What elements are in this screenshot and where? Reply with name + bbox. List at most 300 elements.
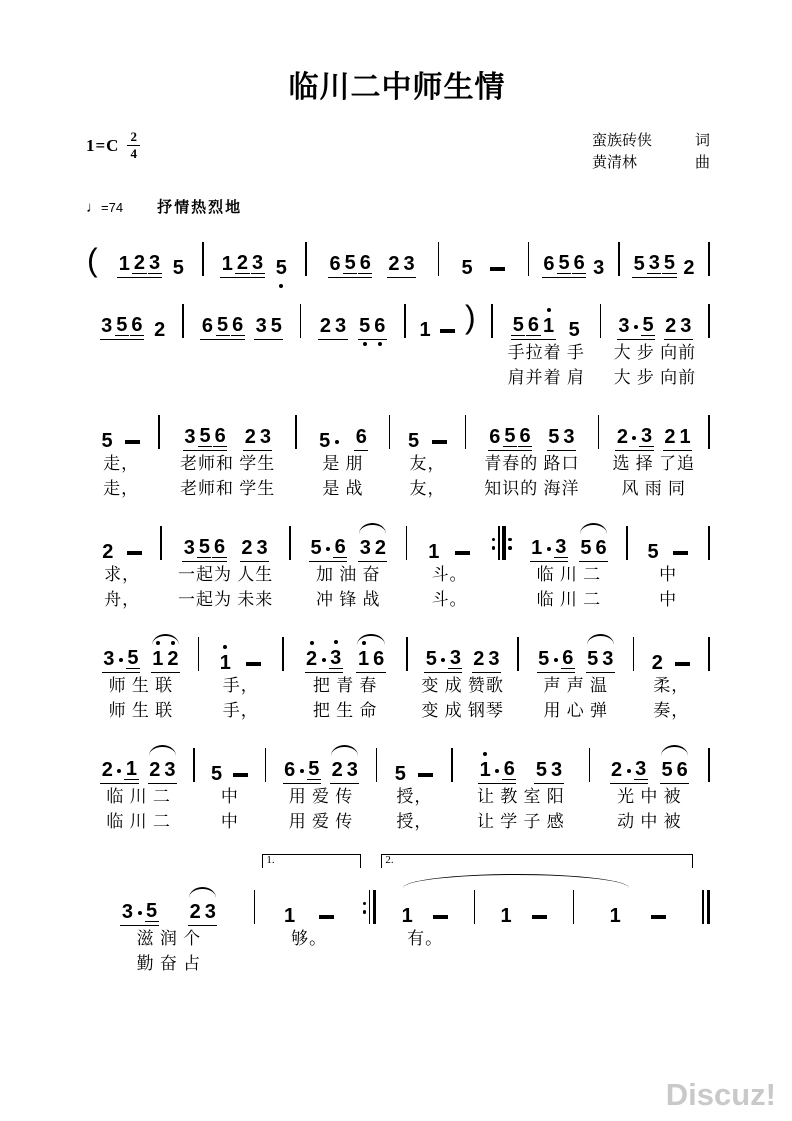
note-group bbox=[117, 253, 161, 278]
lyric-line-2: 用 爱 传 bbox=[288, 811, 354, 831]
thin-barline bbox=[702, 890, 704, 924]
lyric-line-1: 手， bbox=[222, 675, 259, 695]
measure bbox=[184, 294, 300, 390]
note: 5 bbox=[101, 429, 113, 452]
note: 6 bbox=[676, 758, 688, 781]
discuz-watermark: Discuz! bbox=[665, 1077, 776, 1112]
note: 6 bbox=[562, 646, 574, 669]
note: 3 bbox=[648, 251, 660, 274]
note: 2 bbox=[683, 256, 695, 279]
note: 5 bbox=[548, 425, 560, 448]
lyric-line-2: 奏， bbox=[653, 700, 690, 720]
lyric-line-2: 知识的 海洋 bbox=[484, 478, 580, 498]
note-group bbox=[460, 258, 474, 278]
dot-separator bbox=[326, 547, 330, 551]
note: 6 bbox=[373, 647, 385, 670]
note-group bbox=[427, 542, 441, 562]
time-signature-numerator: 2 bbox=[127, 130, 140, 146]
note: 1 bbox=[419, 318, 431, 341]
note: 5 bbox=[172, 256, 184, 279]
lyric-line-1: 选 择 了追 bbox=[612, 453, 695, 473]
note-group bbox=[102, 648, 140, 673]
dash-note bbox=[432, 440, 447, 444]
lyric-line-2: 授， bbox=[396, 811, 433, 831]
note: 6 bbox=[131, 313, 143, 336]
note-group bbox=[243, 427, 272, 451]
note-group bbox=[123, 440, 142, 451]
notes-row bbox=[531, 232, 616, 278]
barline-single bbox=[708, 627, 710, 674]
measure bbox=[160, 405, 296, 501]
lyric-line-2: 斗。 bbox=[431, 589, 468, 609]
note-group-slur bbox=[330, 760, 359, 784]
note-group bbox=[418, 320, 432, 340]
barline-final bbox=[702, 880, 710, 927]
note-group-slur bbox=[586, 649, 615, 673]
barline-single bbox=[708, 405, 710, 452]
notes-row bbox=[408, 294, 490, 340]
note: 6 bbox=[213, 535, 226, 558]
lyricist-name: 蛮族砖侠 bbox=[592, 132, 653, 149]
lyric-line-1: 是 朋 bbox=[322, 453, 364, 473]
lyric-line-1: 老师和 学生 bbox=[180, 453, 276, 473]
notes-row bbox=[521, 627, 631, 673]
note: 3 bbox=[602, 647, 614, 670]
note: 2 bbox=[306, 647, 318, 670]
notes-row bbox=[86, 627, 196, 673]
measure bbox=[297, 405, 389, 501]
note-group bbox=[547, 427, 576, 451]
dot-separator bbox=[138, 911, 142, 915]
notes-row bbox=[410, 627, 515, 673]
composer-name: 黄清林 bbox=[592, 153, 638, 171]
note-group bbox=[274, 258, 288, 278]
thin-barline bbox=[708, 637, 710, 671]
note: 5 bbox=[558, 251, 570, 274]
dash-note bbox=[490, 267, 505, 271]
note-group bbox=[567, 320, 581, 340]
note: 1 bbox=[357, 647, 370, 670]
notes-row bbox=[268, 738, 373, 784]
lyric-line-2: 风 雨 同 bbox=[621, 478, 686, 498]
repeat-dots bbox=[363, 902, 367, 914]
note: 2 bbox=[665, 314, 677, 337]
lyric-line-2 bbox=[303, 365, 402, 390]
note: 2 bbox=[611, 758, 623, 781]
note: 5 bbox=[210, 762, 223, 785]
note: 3 bbox=[149, 251, 161, 274]
note: 6 bbox=[595, 536, 607, 559]
note-group-slur bbox=[151, 649, 180, 673]
time-signature-denominator: 4 bbox=[130, 146, 137, 162]
lyric-line-2: 让 学 子 感 bbox=[477, 811, 565, 831]
measure bbox=[84, 516, 160, 612]
note: 3 bbox=[555, 535, 567, 558]
lyric-line-1: 临 川 二 bbox=[106, 786, 171, 806]
note: 2 bbox=[331, 758, 343, 781]
lyric-line-1: 友， bbox=[409, 453, 446, 473]
note-group bbox=[153, 320, 167, 340]
note-group bbox=[183, 426, 227, 451]
notes-row bbox=[201, 627, 280, 673]
note: 1 bbox=[531, 536, 543, 559]
note-group bbox=[318, 316, 347, 340]
lyric-line-1 bbox=[186, 340, 298, 365]
note-group-slur bbox=[188, 902, 217, 926]
note: 2 bbox=[241, 536, 253, 559]
music-system-6 bbox=[84, 738, 710, 834]
note: 5 bbox=[535, 758, 548, 781]
note: 1 bbox=[479, 758, 491, 781]
note: 2 bbox=[167, 647, 179, 670]
dot-separator bbox=[300, 769, 304, 773]
note-group bbox=[100, 759, 138, 784]
barline-single bbox=[708, 232, 710, 279]
notes-row bbox=[379, 738, 449, 784]
note-group bbox=[673, 662, 692, 673]
lyric-line-1: 光 中 被 bbox=[617, 786, 682, 806]
lyric-line-2: 动 中 被 bbox=[617, 811, 682, 831]
music-system-4 bbox=[84, 516, 710, 612]
measure bbox=[407, 516, 492, 612]
note: 3 bbox=[563, 425, 575, 448]
volta-bracket-1 bbox=[262, 854, 361, 868]
lyricist-role: 词 bbox=[694, 132, 710, 149]
lyric-line-2: 友， bbox=[409, 478, 446, 498]
thin-barline bbox=[708, 748, 710, 782]
note-group bbox=[309, 537, 347, 562]
note: 6 bbox=[355, 425, 367, 448]
note: 5 bbox=[512, 313, 524, 336]
note-group-slur bbox=[579, 538, 608, 562]
measure bbox=[519, 627, 633, 723]
note: 3 bbox=[635, 757, 647, 780]
volta-label: 1. bbox=[266, 853, 275, 866]
note: 5 bbox=[568, 318, 580, 341]
barline-single bbox=[708, 738, 710, 785]
note: 5 bbox=[504, 424, 516, 447]
lyric-line-1: 中 bbox=[220, 786, 239, 806]
lyric-line-2: 冲 锋 战 bbox=[315, 589, 381, 609]
note: 5 bbox=[344, 251, 356, 274]
note: 2 bbox=[664, 425, 676, 448]
lyric-line-1: 求， bbox=[104, 564, 141, 584]
notes-row bbox=[601, 405, 706, 451]
note-group bbox=[430, 440, 449, 451]
note-group-slur bbox=[356, 649, 385, 673]
note: 5 bbox=[146, 899, 158, 922]
lyric-line-1: 临 川 二 bbox=[536, 564, 602, 584]
note-group bbox=[530, 915, 549, 926]
note: 5 bbox=[310, 536, 322, 559]
note-group bbox=[317, 915, 336, 926]
note-group bbox=[646, 542, 660, 562]
dot-separator bbox=[441, 658, 445, 662]
dash-note bbox=[127, 551, 142, 555]
note: 2 bbox=[154, 318, 166, 341]
lyric-line-1: 师 生 联 bbox=[108, 675, 174, 695]
lyric-line-2: 师 生 联 bbox=[108, 700, 174, 720]
measure bbox=[162, 516, 289, 612]
lyric-line-2: 勤 奋 占 bbox=[136, 953, 202, 973]
note: 2 bbox=[101, 758, 113, 781]
dash-note bbox=[651, 915, 666, 919]
dot-separator bbox=[634, 325, 638, 329]
note-group bbox=[650, 653, 664, 673]
meta-row bbox=[84, 130, 710, 174]
measure bbox=[628, 516, 709, 612]
notes-row bbox=[622, 232, 707, 278]
note-group bbox=[663, 427, 692, 451]
measure bbox=[84, 880, 254, 976]
dot-separator bbox=[335, 440, 339, 444]
dash-note bbox=[125, 440, 140, 444]
measure bbox=[529, 232, 618, 278]
note-group bbox=[387, 254, 416, 278]
note: 1 bbox=[679, 425, 691, 448]
note-group bbox=[182, 537, 226, 562]
note: 6 bbox=[232, 313, 244, 336]
note-group bbox=[649, 915, 668, 926]
barline-repeat-end bbox=[363, 880, 377, 927]
volta-label: 2. bbox=[385, 853, 394, 866]
note: 6 bbox=[284, 758, 296, 781]
notes-row bbox=[303, 294, 402, 340]
note-group bbox=[416, 773, 435, 784]
note: 6 bbox=[334, 535, 346, 558]
note: 5 bbox=[394, 762, 406, 785]
note: 3 bbox=[593, 256, 605, 279]
measure bbox=[599, 405, 708, 501]
note-group bbox=[218, 653, 232, 673]
thin-barline bbox=[708, 242, 710, 276]
measure bbox=[84, 294, 182, 390]
measure bbox=[376, 880, 473, 976]
dash-note bbox=[233, 773, 248, 777]
note: 5 bbox=[647, 540, 659, 563]
thin-barline bbox=[708, 415, 710, 449]
note-group bbox=[478, 759, 516, 784]
measure bbox=[266, 738, 375, 834]
measure bbox=[307, 232, 438, 278]
note-group bbox=[472, 649, 501, 673]
note: 3 bbox=[551, 758, 563, 781]
note: 3 bbox=[488, 647, 500, 670]
note-group bbox=[615, 426, 653, 451]
volta-bracket-2 bbox=[381, 854, 693, 868]
open-paren: ( bbox=[87, 241, 98, 278]
note: 6 bbox=[329, 252, 341, 275]
notes-row bbox=[299, 405, 387, 451]
music-system-7 bbox=[84, 854, 710, 976]
note: 6 bbox=[359, 251, 371, 274]
dash-note bbox=[673, 551, 688, 555]
measure bbox=[453, 738, 589, 834]
note: 3 bbox=[680, 314, 692, 337]
thin-barline bbox=[498, 526, 500, 560]
dot-separator bbox=[627, 769, 631, 773]
measure bbox=[406, 294, 492, 390]
notes-row bbox=[197, 738, 263, 784]
lyric-line-1 bbox=[477, 926, 570, 951]
note-group bbox=[100, 431, 114, 451]
composer-credit bbox=[592, 152, 710, 174]
note: 1 bbox=[428, 540, 440, 563]
note: 3 bbox=[259, 425, 271, 448]
lyric-line-2: 临 川 二 bbox=[536, 589, 602, 609]
lyric-line-1 bbox=[576, 926, 700, 951]
close-paren: ) bbox=[465, 298, 476, 335]
notes-row bbox=[468, 405, 595, 451]
notes-row bbox=[86, 738, 191, 784]
barline-single bbox=[708, 516, 710, 563]
notes-row bbox=[309, 232, 436, 278]
lyric-line-2: 中 bbox=[659, 589, 678, 609]
lyric-line-1: 让 教 室 阳 bbox=[477, 786, 565, 806]
note-group bbox=[209, 764, 223, 784]
lyric-line-1 bbox=[408, 340, 490, 365]
notes-row bbox=[162, 405, 294, 451]
note: 3 bbox=[640, 424, 653, 447]
dash-note bbox=[433, 915, 448, 919]
note-group bbox=[406, 431, 420, 451]
note-group bbox=[610, 759, 648, 784]
note: 2 bbox=[244, 425, 256, 448]
note: 1 bbox=[283, 904, 296, 927]
notes-row bbox=[441, 232, 526, 278]
measure bbox=[466, 405, 597, 501]
lyric-line-1: 有。 bbox=[407, 928, 444, 948]
dot-separator bbox=[117, 769, 121, 773]
note: 6 bbox=[519, 424, 531, 447]
note: 5 bbox=[425, 647, 437, 670]
note-group bbox=[393, 764, 407, 784]
lyric-line-2: 用 心 弹 bbox=[543, 700, 608, 720]
notes-row bbox=[630, 516, 707, 562]
note: 3 bbox=[204, 900, 216, 923]
note-group-slur bbox=[660, 760, 689, 784]
note: 1 bbox=[543, 314, 555, 337]
note: 3 bbox=[346, 758, 358, 781]
lyric-line-2 bbox=[257, 951, 361, 976]
dash-note bbox=[532, 915, 547, 919]
lyric-line-2: 走， bbox=[103, 478, 140, 498]
notes-row bbox=[293, 516, 404, 562]
note: 2 bbox=[388, 252, 400, 275]
note-group bbox=[438, 329, 457, 340]
note: 2 bbox=[616, 425, 628, 448]
note-group bbox=[682, 258, 696, 278]
note: 5 bbox=[198, 535, 210, 558]
lyric-line-2: 大 步 向前 bbox=[613, 367, 697, 387]
lyric-line-1: 加 油 奋 bbox=[315, 564, 381, 584]
notes-row bbox=[257, 880, 361, 926]
lyricist-credit bbox=[592, 130, 710, 152]
note-group bbox=[671, 551, 690, 562]
note-group bbox=[101, 542, 115, 562]
measure bbox=[195, 738, 265, 834]
measure bbox=[84, 738, 193, 834]
lyric-line-1 bbox=[86, 340, 180, 365]
note-group bbox=[231, 773, 250, 784]
lyric-line-2: 舟， bbox=[104, 589, 141, 609]
thick-barline bbox=[502, 526, 506, 560]
note: 2 bbox=[149, 758, 161, 781]
credits bbox=[592, 130, 710, 174]
measure bbox=[84, 405, 158, 501]
measure bbox=[390, 405, 464, 501]
note-group bbox=[424, 648, 462, 673]
note: 5 bbox=[661, 758, 673, 781]
measure bbox=[199, 627, 282, 723]
note: 2 bbox=[236, 251, 248, 274]
lyric-line-1: 变 成 赞歌 bbox=[421, 675, 504, 695]
note: 5 bbox=[199, 424, 211, 447]
thin-barline bbox=[708, 526, 710, 560]
note-group bbox=[534, 760, 563, 784]
note-group bbox=[499, 906, 513, 926]
note-group bbox=[488, 426, 532, 451]
notes-row bbox=[455, 738, 587, 784]
note: 6 bbox=[374, 314, 386, 337]
note: 5 bbox=[308, 757, 320, 780]
note: 3 bbox=[164, 758, 176, 781]
note: 3 bbox=[256, 536, 268, 559]
note: 3 bbox=[252, 251, 264, 274]
note: 5 bbox=[127, 646, 139, 669]
note-group bbox=[431, 915, 450, 926]
measure bbox=[255, 880, 363, 976]
notes-row bbox=[409, 516, 490, 562]
note: 5 bbox=[270, 314, 282, 337]
notes-row bbox=[186, 294, 298, 340]
lyric-line-1: 一起为 人生 bbox=[178, 564, 274, 584]
note-group bbox=[530, 537, 568, 562]
note: 5 bbox=[538, 647, 550, 670]
note: 3 bbox=[255, 314, 267, 337]
dot-separator bbox=[554, 658, 558, 662]
note-group bbox=[305, 648, 343, 673]
measure bbox=[84, 627, 198, 723]
music-system-2 bbox=[84, 294, 710, 390]
time-signature bbox=[127, 130, 140, 162]
measure bbox=[601, 294, 708, 390]
lyric-line-2: 把 生 命 bbox=[312, 700, 378, 720]
note: 5 bbox=[580, 536, 592, 559]
measure bbox=[284, 627, 406, 723]
note-group bbox=[220, 253, 264, 278]
note-group bbox=[592, 258, 606, 278]
note-group bbox=[328, 253, 372, 278]
note: 5 bbox=[319, 429, 331, 452]
lyric-line-1: 滋 润 个 bbox=[136, 928, 202, 948]
lyric-line-1: 用 爱 传 bbox=[288, 786, 354, 806]
note-group bbox=[120, 901, 158, 926]
note: 3 bbox=[334, 314, 347, 337]
note-group bbox=[400, 906, 414, 926]
lyric-line-1: 够。 bbox=[291, 928, 328, 948]
dot-separator bbox=[119, 658, 123, 662]
note: 3 bbox=[330, 646, 342, 669]
note: 5 bbox=[633, 252, 645, 275]
measure bbox=[590, 738, 708, 834]
dot-separator bbox=[632, 436, 636, 440]
note-group bbox=[511, 315, 555, 340]
notes-row bbox=[86, 880, 252, 926]
note: 2 bbox=[651, 651, 663, 674]
note: 2 bbox=[102, 540, 114, 563]
notes-row bbox=[392, 405, 462, 451]
